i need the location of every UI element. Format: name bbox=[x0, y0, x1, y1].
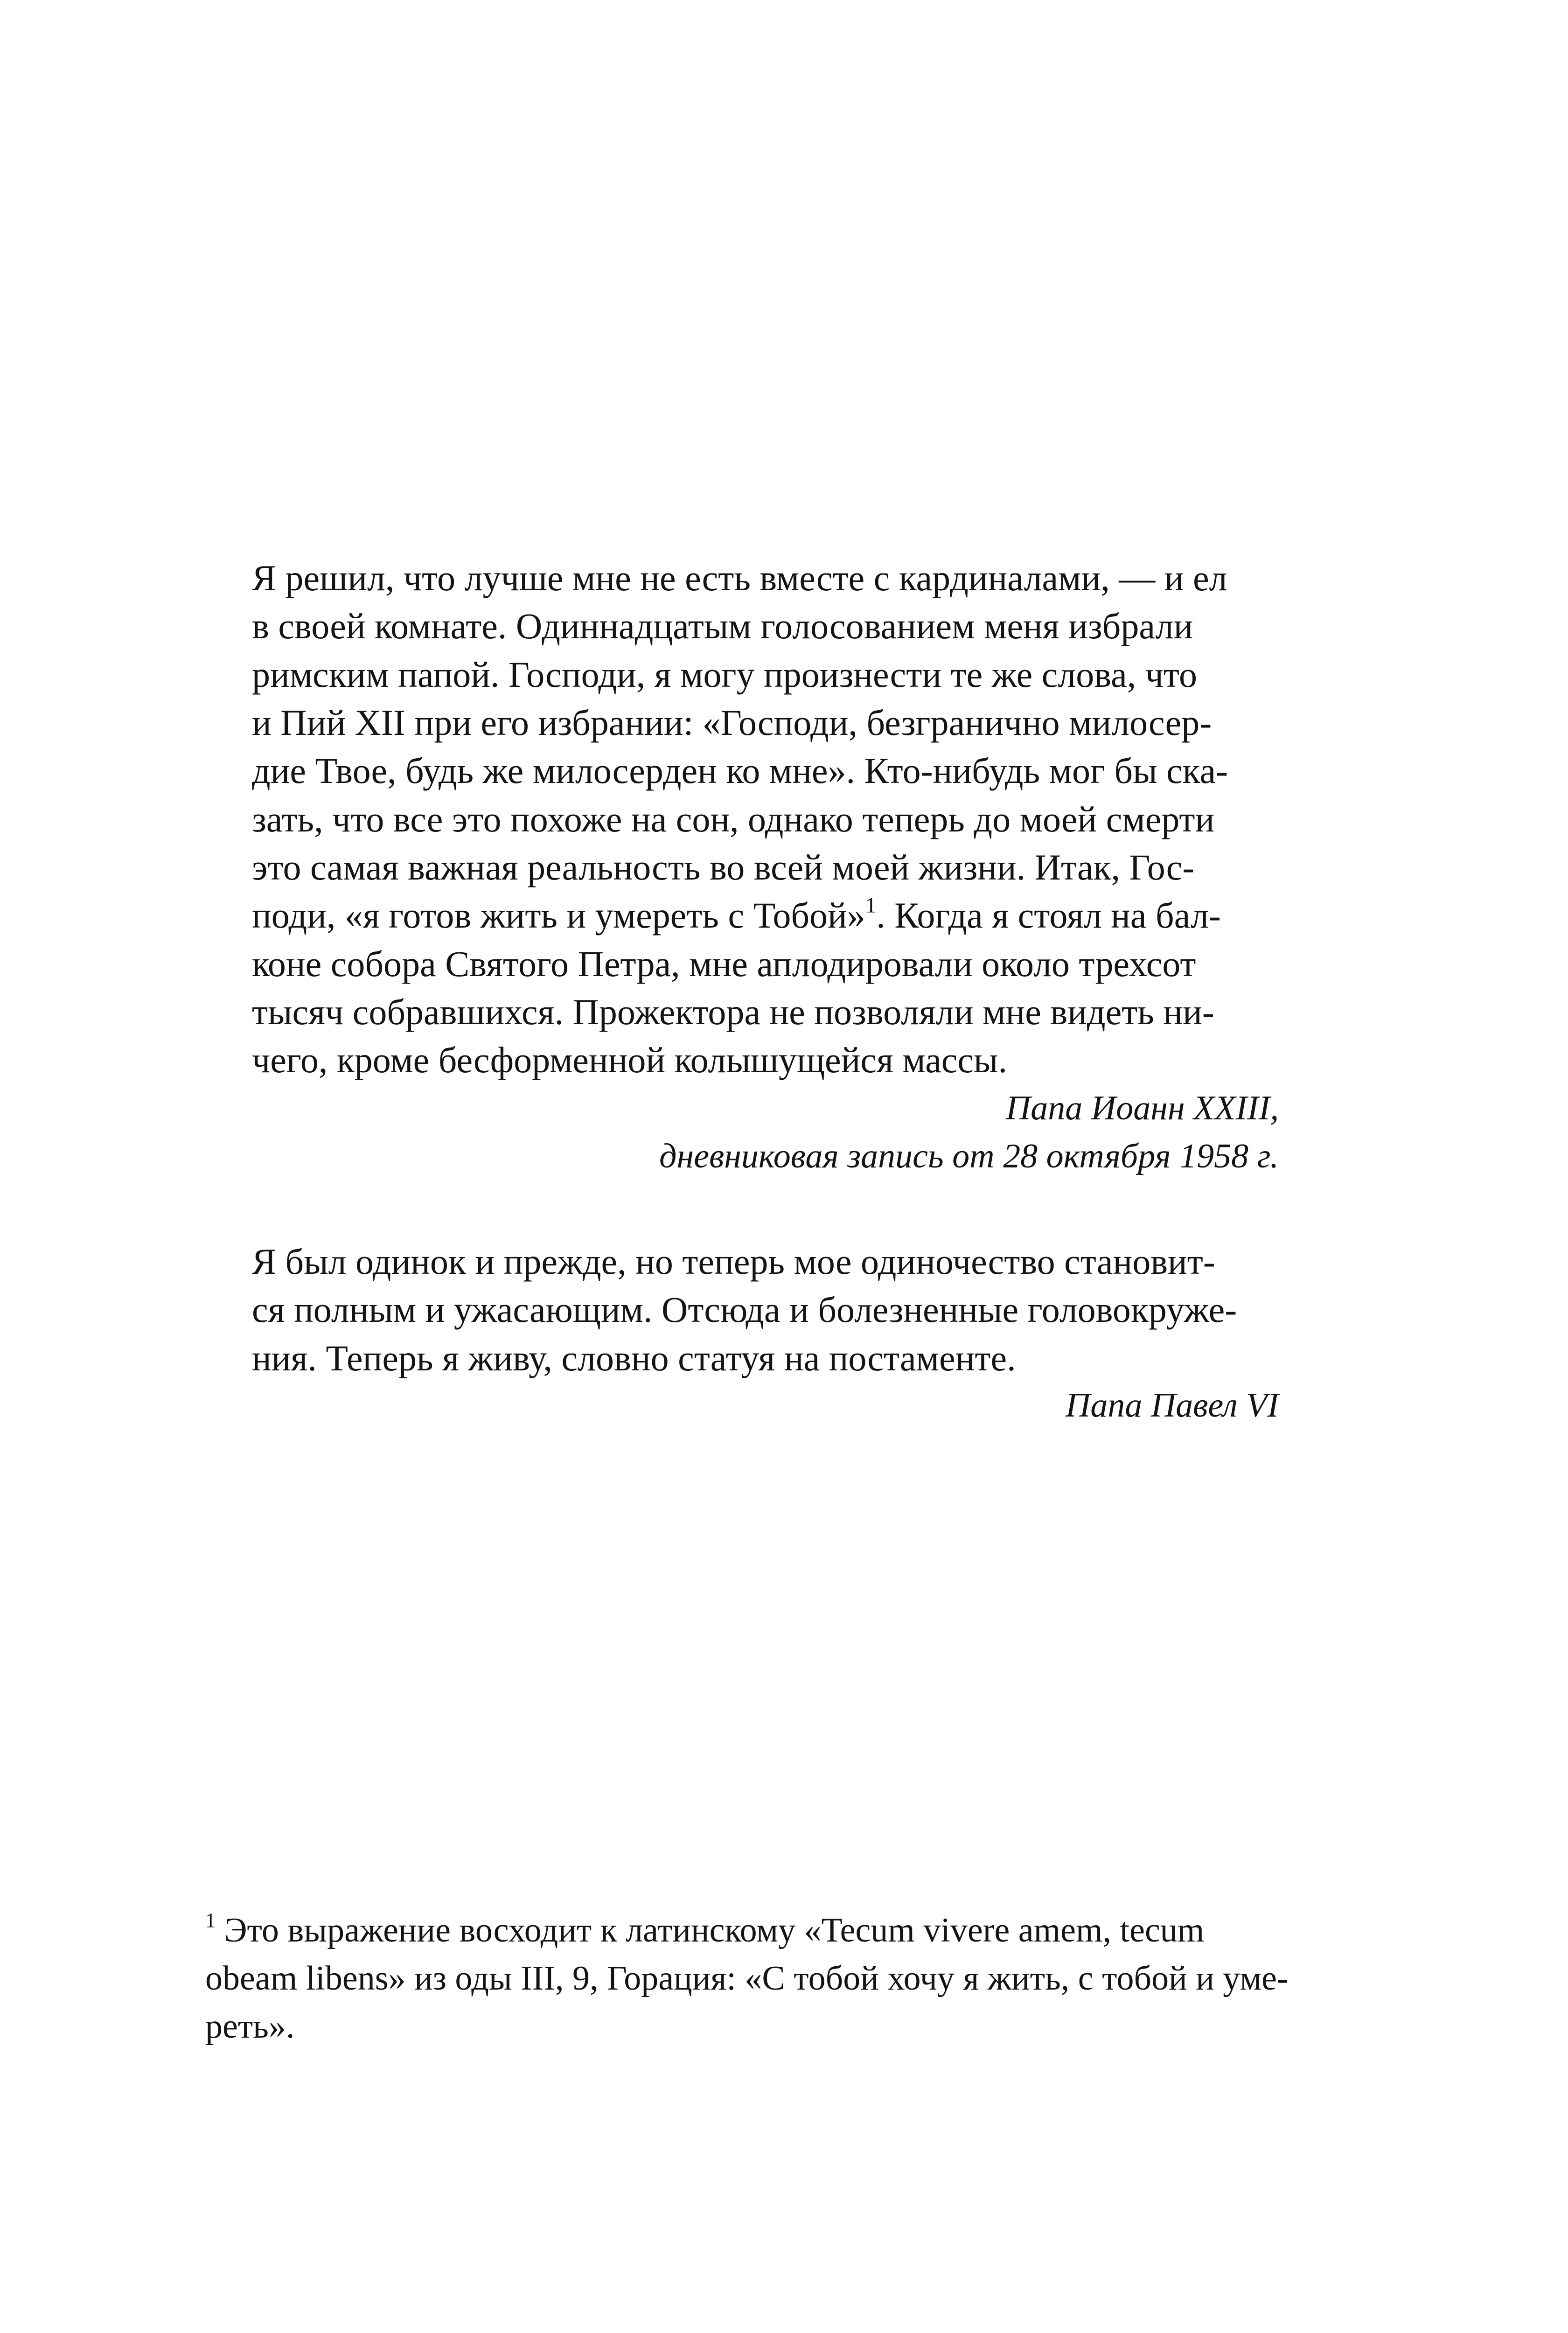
attribution-source: дневниковая запись от 28 октября 1958 г. bbox=[659, 1137, 1279, 1175]
quote-line: коне собора Святого Петра, мне аплодировали около трехсот bbox=[252, 943, 1196, 984]
quote-line-text: . Когда я стоял на бал- bbox=[876, 895, 1221, 936]
quote-line-text: поди, «я готов жить и умереть с Тобой» bbox=[252, 895, 865, 936]
quote-line: чего, кроме бесформенной колышущейся массы. bbox=[252, 1040, 1007, 1080]
footnote-line: реть». bbox=[205, 2007, 295, 2046]
quote-line: ся полным и ужасающим. Отсюда и болезненные головокруже- bbox=[252, 1289, 1237, 1330]
quote-line: в своей комнате. Одиннадцатым голосованием меня избрали bbox=[252, 606, 1193, 646]
attribution-name: Папа Иоанн XXIII, bbox=[1005, 1089, 1279, 1127]
quote-line bbox=[252, 893, 1221, 936]
quote-line: ния. Теперь я живу, словно статуя на постаменте. bbox=[252, 1338, 1016, 1378]
footnote-ref[interactable]: 1 bbox=[865, 893, 877, 918]
quote-line: римским папой. Господи, я могу произнести те же слова, что bbox=[252, 654, 1197, 695]
footnote-marker: 1 bbox=[205, 1908, 216, 1932]
quote-line: зать, что все это похоже на сон, однако теперь до моей смерти bbox=[252, 799, 1215, 839]
quote-line: это самая важная реальность во всей моей жизни. Итак, Гос- bbox=[252, 847, 1195, 887]
quote-line: тысяч собравшихся. Прожектора не позволяли мне видеть ни- bbox=[252, 992, 1214, 1032]
attribution-name: Папа Павел VI bbox=[1065, 1386, 1279, 1425]
footnote-line bbox=[205, 1908, 1205, 1949]
quote-line: и Пий XII при его избрании: «Господи, безгранично милосер- bbox=[252, 702, 1212, 743]
footnote-line: obeam libens» из оды III, 9, Горация: «С тобой хочу я жить, с тобой и уме- bbox=[205, 1959, 1289, 1998]
quote-line: дие Твое, будь же милосерден ко мне». Кто-нибудь мог бы ска- bbox=[252, 750, 1228, 791]
footnote-text: Это выражение восходит к латинскому «Tecum vivere amem, tecum bbox=[224, 1911, 1205, 1949]
quote-line: Я был одинок и прежде, но теперь мое одиночество становит- bbox=[252, 1241, 1215, 1282]
quote-line: Я решил, что лучше мне не есть вместе с кардиналами, — и ел bbox=[252, 558, 1227, 598]
